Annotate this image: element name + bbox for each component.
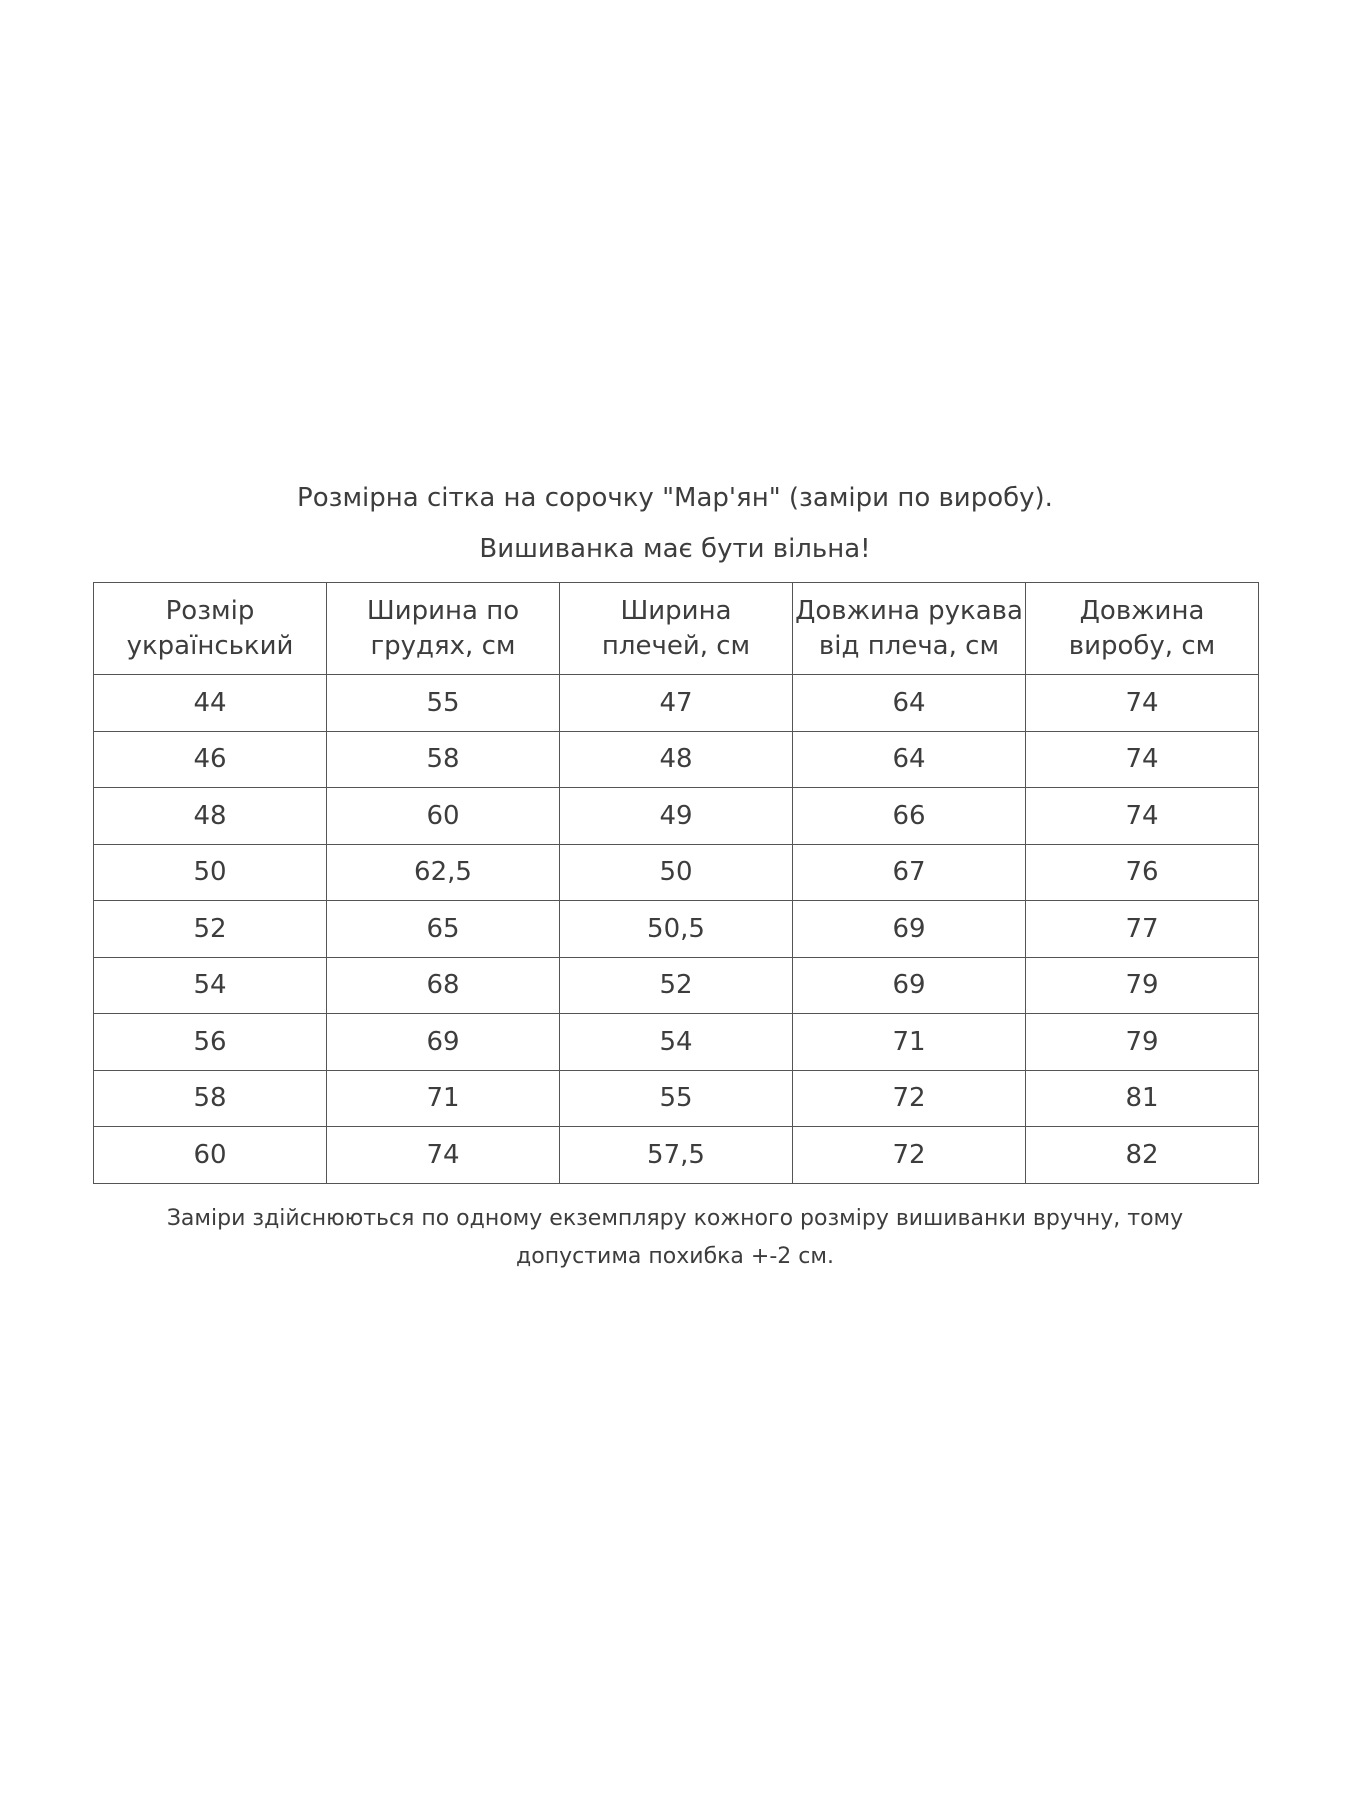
cell-size: 52 <box>94 901 327 958</box>
cell-shoulder: 52 <box>560 957 793 1014</box>
cell-sleeve: 72 <box>793 1070 1026 1127</box>
cell-sleeve: 72 <box>793 1127 1026 1184</box>
cell-length: 81 <box>1026 1070 1259 1127</box>
cell-sleeve: 64 <box>793 731 1026 788</box>
measurement-footnote: Заміри здійснюються по одному екземпляру кожного розміру вишиванки вручну, тому допустима похибка +-2 см. <box>166 1206 1184 1269</box>
cell-sleeve: 71 <box>793 1014 1026 1071</box>
cell-chest: 55 <box>327 675 560 732</box>
cell-shoulder: 54 <box>560 1014 793 1071</box>
cell-shoulder: 50 <box>560 844 793 901</box>
cell-sleeve: 67 <box>793 844 1026 901</box>
cell-length: 74 <box>1026 788 1259 845</box>
cell-length: 74 <box>1026 675 1259 732</box>
cell-chest: 65 <box>327 901 560 958</box>
cell-chest: 71 <box>327 1070 560 1127</box>
cell-size: 58 <box>94 1070 327 1127</box>
table-row <box>94 1127 1259 1184</box>
cell-chest: 68 <box>327 957 560 1014</box>
cell-sleeve: 66 <box>793 788 1026 845</box>
cell-shoulder: 49 <box>560 788 793 845</box>
cell-chest: 60 <box>327 788 560 845</box>
cell-sleeve: 64 <box>793 675 1026 732</box>
header-chest-width: Ширина по грудях, см <box>327 583 560 675</box>
table-row <box>94 1014 1259 1071</box>
cell-shoulder: 48 <box>560 731 793 788</box>
cell-length: 76 <box>1026 844 1259 901</box>
cell-length: 79 <box>1026 957 1259 1014</box>
cell-length: 74 <box>1026 731 1259 788</box>
header-size-ua: Розмір український <box>94 583 327 675</box>
cell-sleeve: 69 <box>793 957 1026 1014</box>
cell-chest: 69 <box>327 1014 560 1071</box>
table-row <box>94 1070 1259 1127</box>
cell-size: 50 <box>94 844 327 901</box>
cell-length: 79 <box>1026 1014 1259 1071</box>
cell-size: 60 <box>94 1127 327 1184</box>
cell-size: 54 <box>94 957 327 1014</box>
cell-shoulder: 50,5 <box>560 901 793 958</box>
cell-shoulder: 55 <box>560 1070 793 1127</box>
page-title: Розмірна сітка на сорочку "Мар'ян" (заміри по виробу). <box>297 483 1053 513</box>
table-row <box>94 675 1259 732</box>
cell-length: 77 <box>1026 901 1259 958</box>
table-row <box>94 901 1259 958</box>
table-header-row <box>94 583 1259 675</box>
table-row <box>94 957 1259 1014</box>
page-subtitle: Вишиванка має бути вільна! <box>479 534 871 564</box>
cell-shoulder: 57,5 <box>560 1127 793 1184</box>
cell-size: 44 <box>94 675 327 732</box>
cell-length: 82 <box>1026 1127 1259 1184</box>
cell-sleeve: 69 <box>793 901 1026 958</box>
cell-size: 46 <box>94 731 327 788</box>
header-garment-length: Довжина виробу, см <box>1026 583 1259 675</box>
size-chart-table <box>93 582 1259 1184</box>
table-row <box>94 844 1259 901</box>
cell-chest: 74 <box>327 1127 560 1184</box>
cell-shoulder: 47 <box>560 675 793 732</box>
table-row <box>94 788 1259 845</box>
cell-size: 56 <box>94 1014 327 1071</box>
header-sleeve-length: Довжина рукава від плеча, см <box>793 583 1026 675</box>
cell-size: 48 <box>94 788 327 845</box>
cell-chest: 62,5 <box>327 844 560 901</box>
header-shoulder-width: Ширина плечей, см <box>560 583 793 675</box>
cell-chest: 58 <box>327 731 560 788</box>
table-row <box>94 731 1259 788</box>
